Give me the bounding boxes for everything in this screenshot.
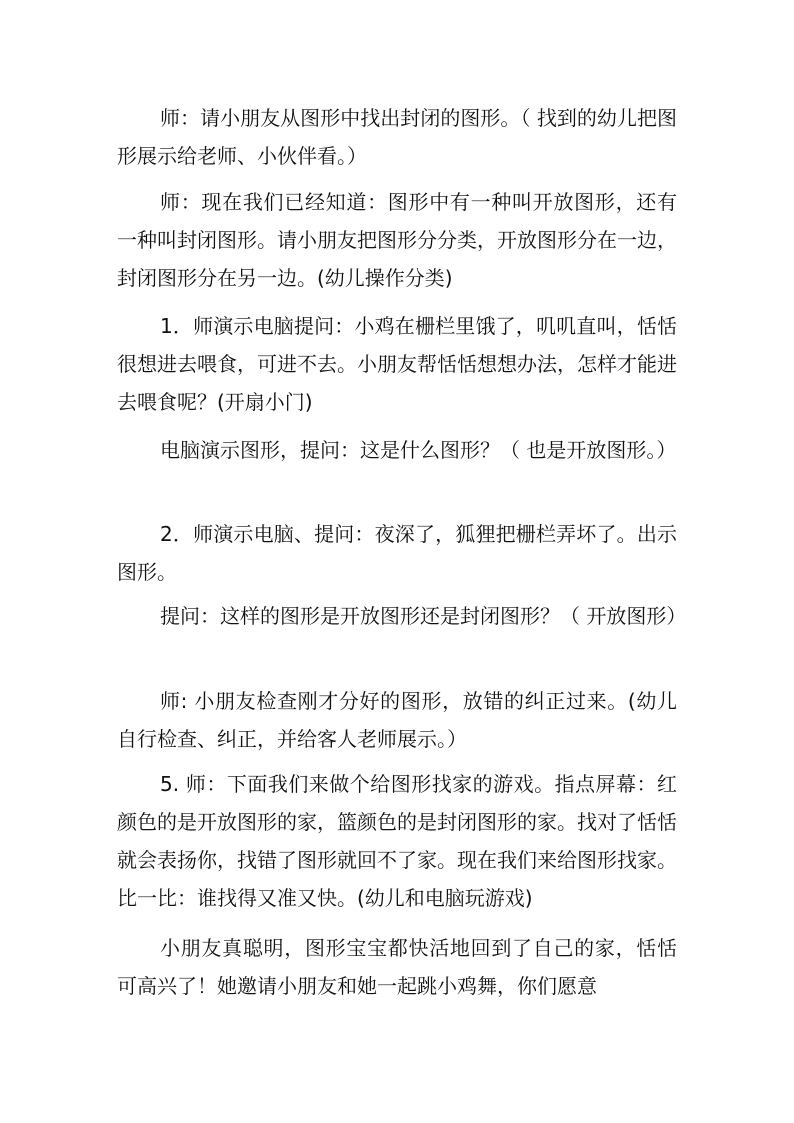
- paragraph-6: 提问：这样的图形是开放图形还是封闭图形？（ 开放图形）: [160, 604, 687, 628]
- paragraph-1: 师：请小朋友从图形中找出封闭的图形。（ 找到的幼儿把图形展示给老师、小伙伴看。）: [117, 106, 677, 168]
- paragraph-9: 小朋友真聪明，图形宝宝都快活地回到了自己的家，恬恬可高兴了！她邀请小朋友和她一起跳小鸡舞，你们愿意: [117, 936, 677, 998]
- paragraph-8: 5. 师：下面我们来做个给图形找家的游戏。指点屏幕：红颜色的是开放图形的家，篮颜色的是封闭图形的家。找对了恬恬就会表扬你，找错了图形就回不了家。现在我们来给图形找家。比一比：谁找得又准又快。(幼儿和电脑玩游戏): [117, 772, 677, 910]
- paragraph-7: 师: 小朋友检查刚才分好的图形，放错的纠正过来。(幼儿自行检查、纠正，并给客人老师展示。）: [117, 689, 677, 751]
- paragraph-4: 电脑演示图形，提问：这是什么图形？（ 也是开放图形。）: [160, 438, 677, 462]
- paragraph-2: 师：现在我们已经知道：图形中有一种叫开放图形，还有一种叫封闭图形。请小朋友把图形分分类，开放图形分在一边，封闭图形分在另一边。(幼儿操作分类): [117, 190, 677, 290]
- paragraph-5: 2．师演示电脑、提问：夜深了，狐狸把栅栏弄坏了。出示图形。: [117, 522, 677, 584]
- paragraph-3: 1．师演示电脑提问：小鸡在栅栏里饿了，叽叽直叫，恬恬很想进去喂食，可进不去。小朋友帮恬恬想想办法，怎样才能进去喂食呢？(开扇小门): [117, 314, 677, 414]
